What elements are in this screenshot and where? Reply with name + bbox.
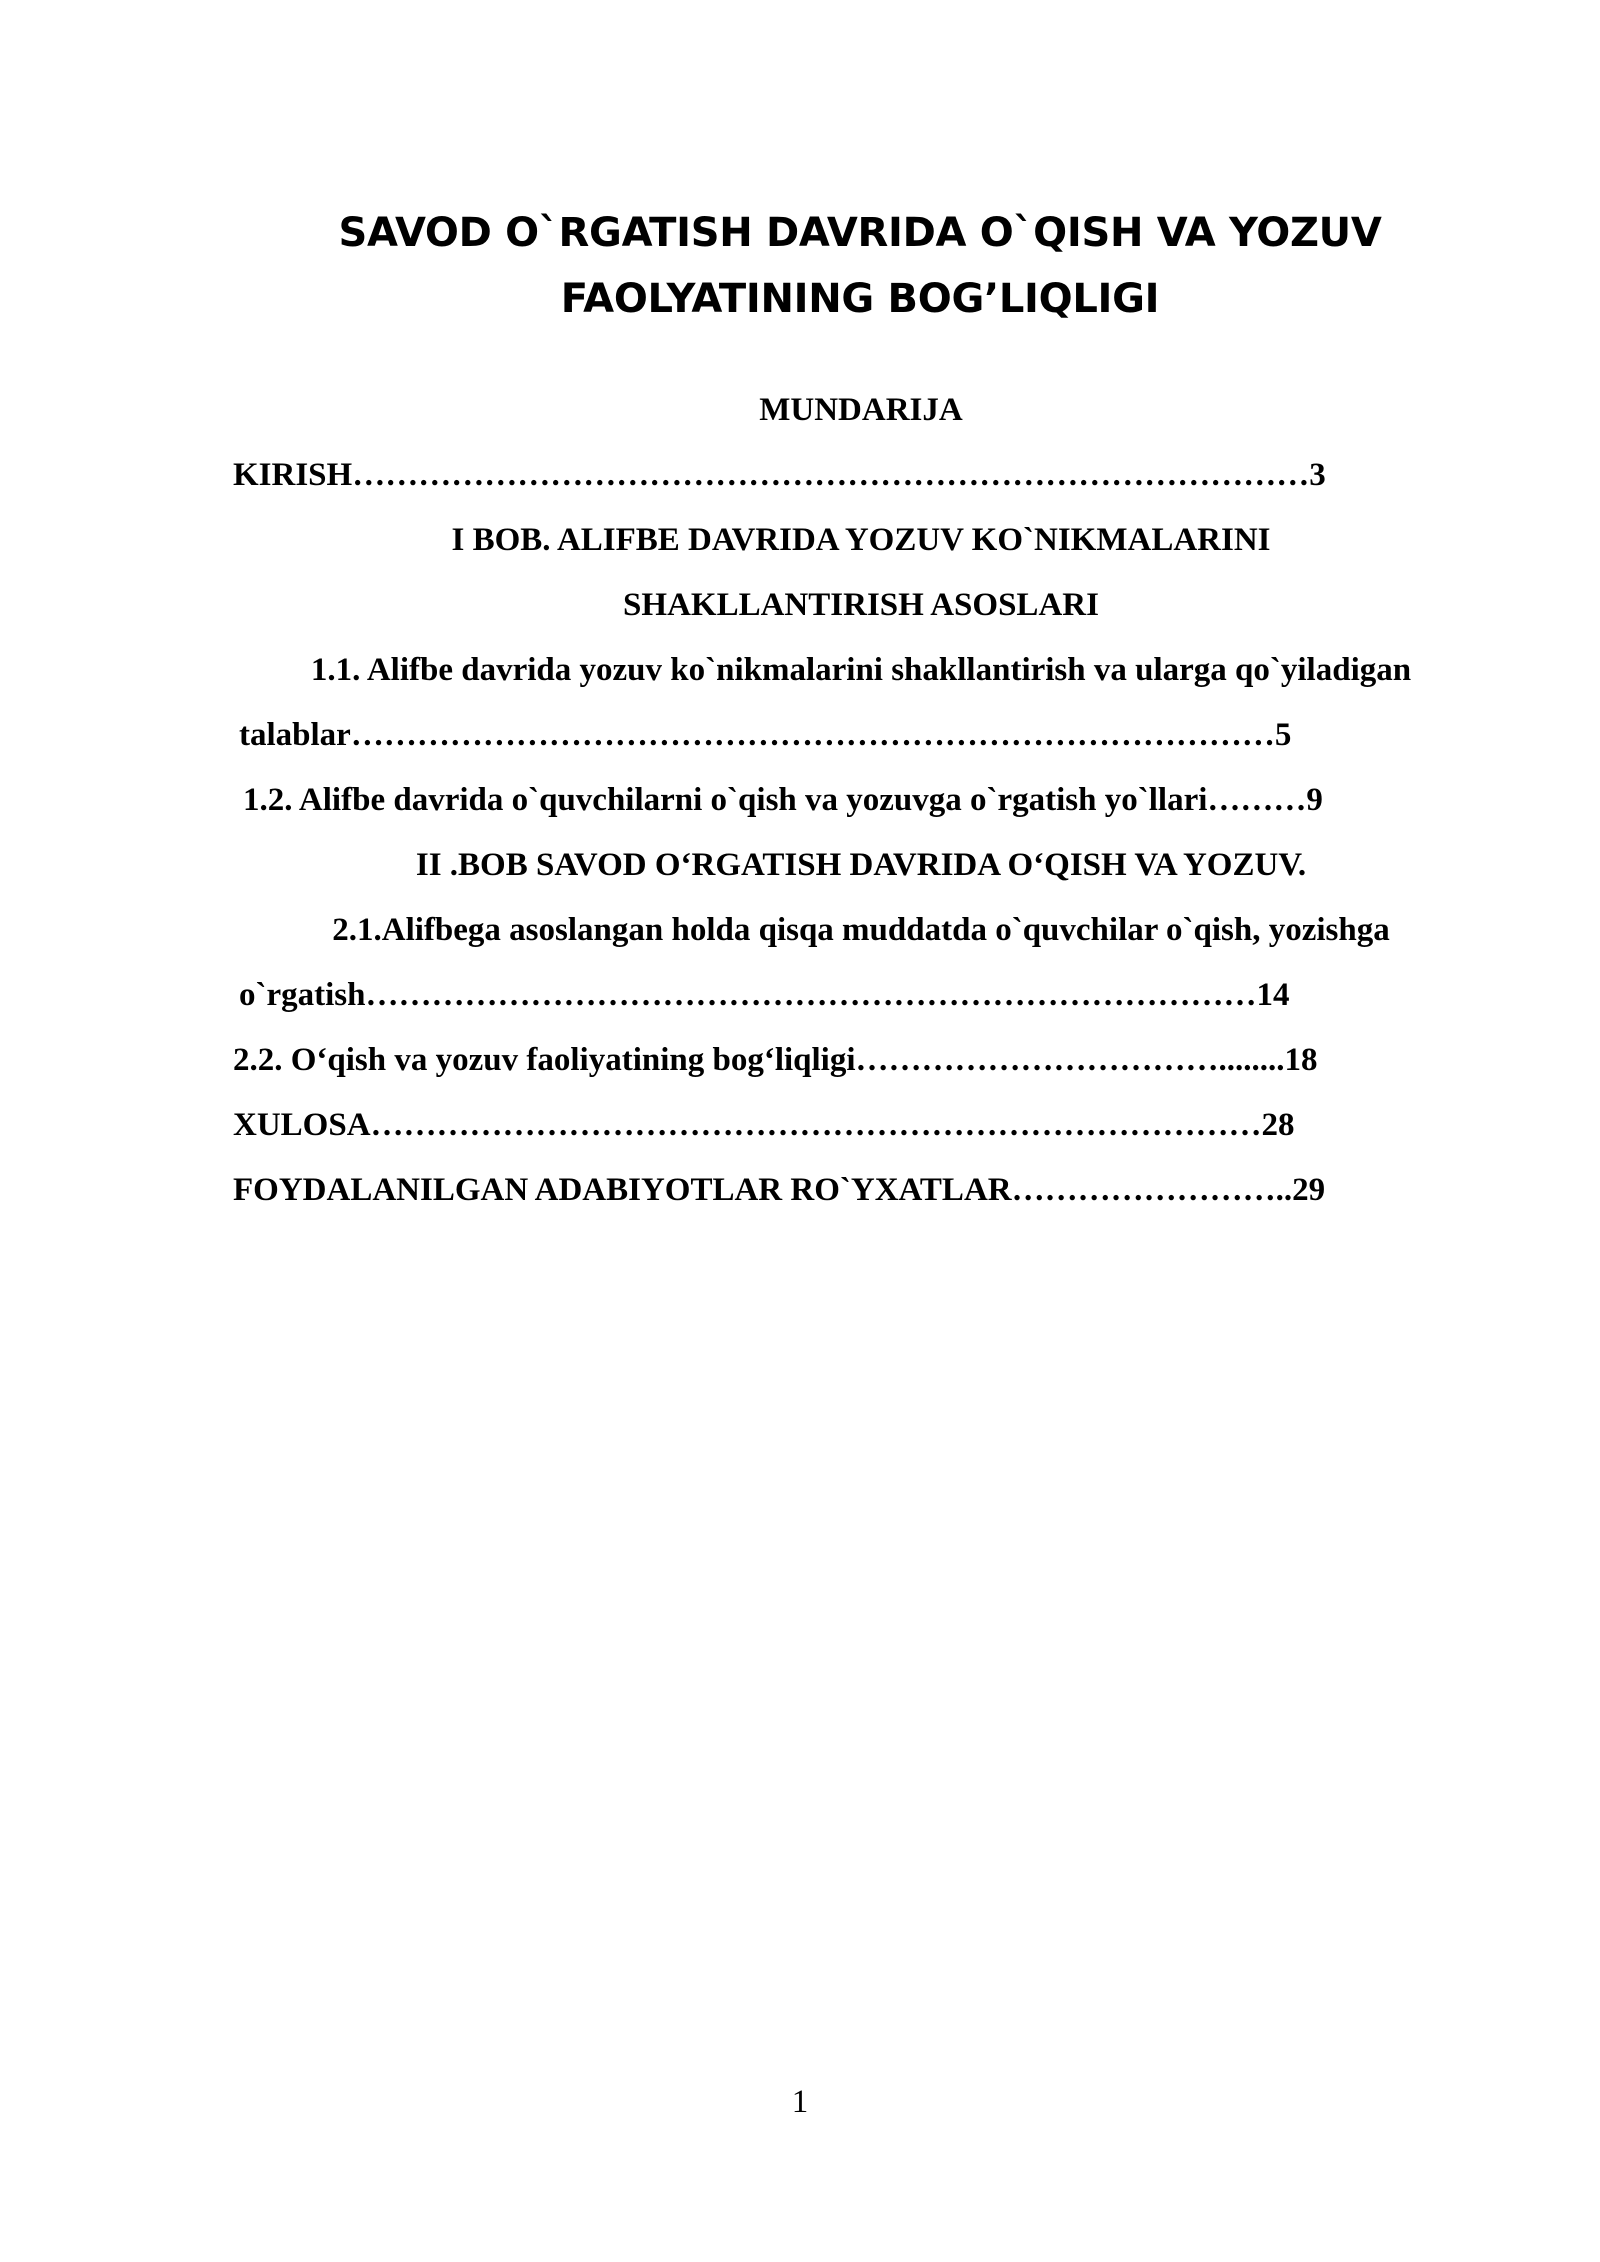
toc-entry-2-1-line-1: 2.1.Alifbega asoslangan holda qisqa muddatda o`quvchilar o`qish, yozishga bbox=[332, 912, 1390, 948]
table-of-contents bbox=[233, 378, 1489, 1223]
toc-entry-1-1-line-2: talablar…………………………………………………………………………5 bbox=[239, 717, 1292, 753]
toc-heading: MUNDARIJA bbox=[759, 392, 963, 428]
title-line-2: FAOLYATINING BOG’LIQLIGI bbox=[560, 276, 1160, 322]
toc-chapter-2: II .BOB SAVOD O‘RGATISH DAVRIDA O‘QISH VA YOZUV. bbox=[415, 847, 1307, 883]
toc-entry-kirish: KIRISH……………………………………………………………………………3 bbox=[233, 457, 1326, 493]
page-number: 1 bbox=[791, 2084, 809, 2120]
document-title bbox=[200, 200, 1520, 332]
toc-entry-2-1-line-2: o`rgatish………………………………………………………………………14 bbox=[239, 977, 1290, 1013]
title-line-1: SAVOD O`RGATISH DAVRIDA O`QISH VA YOZUV bbox=[338, 210, 1382, 256]
toc-entry-1-2: 1.2. Alifbe davrida o`quvchilarni o`qish va yozuvga o`rgatish yo`llari………9 bbox=[243, 782, 1323, 818]
toc-entry-xulosa: XULOSA………………………………………………………………………28 bbox=[233, 1107, 1295, 1143]
toc-chapter-1-line-1: I BOB. ALIFBE DAVRIDA YOZUV KO`NIKMALARINI bbox=[451, 522, 1271, 558]
toc-chapter-1-line-2: SHAKLLANTIRISH ASOSLARI bbox=[623, 587, 1099, 623]
toc-entry-references: FOYDALANILGAN ADABIYOTLAR RO`YXATLAR……………………..29 bbox=[233, 1172, 1326, 1208]
toc-entry-1-1-line-1: 1.1. Alifbe davrida yozuv ko`nikmalarini shakllantirish va ularga qo`yiladigan bbox=[310, 652, 1412, 688]
toc-entry-2-2: 2.2. O‘qish va yozuv faoliyatining bog‘liqligi……………………………........18 bbox=[233, 1042, 1318, 1078]
